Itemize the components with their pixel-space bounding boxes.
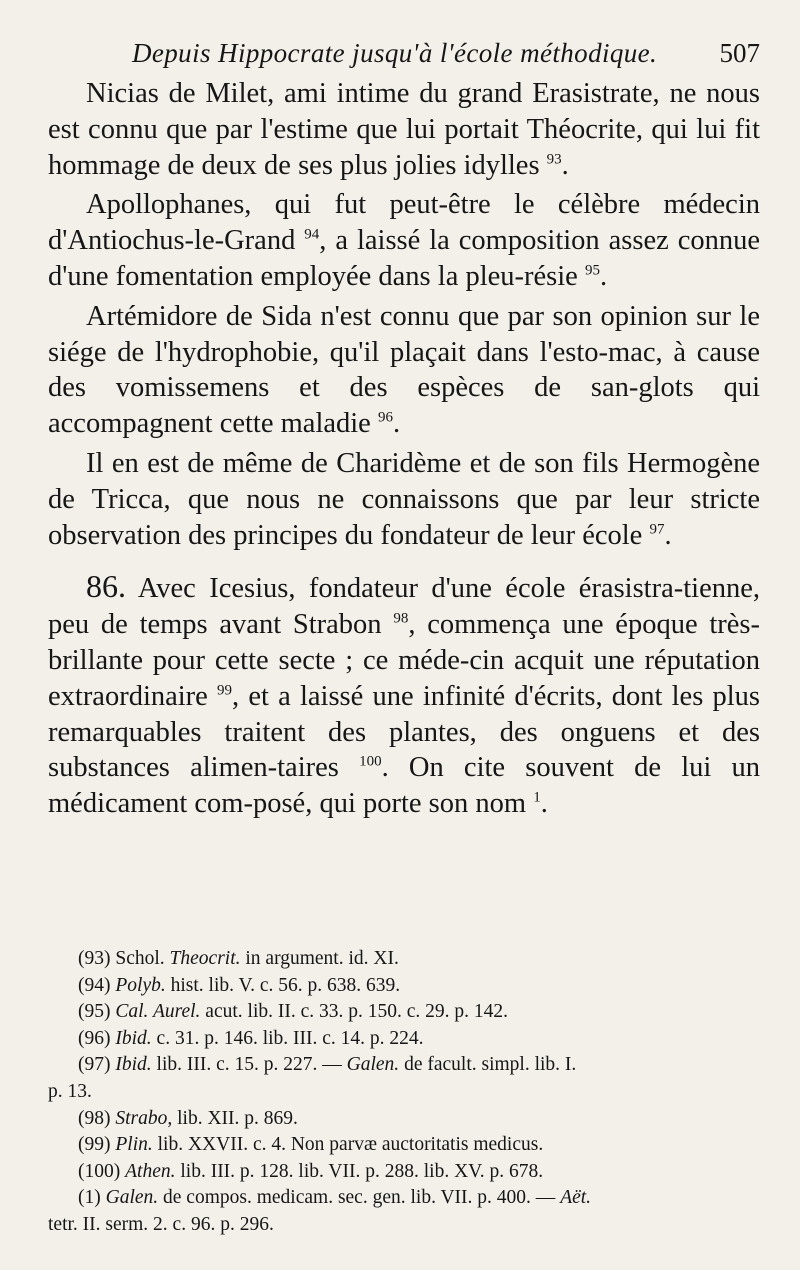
section-number: 86. — [86, 568, 126, 605]
note-ref-93: 93 — [546, 151, 562, 168]
note-ref-100: 100 — [359, 753, 382, 770]
paragraph-section-86: 86. Avec Icesius, fondateur d'une école érasistra-tienne, peu de temps avant Strabon $^{98}$, commença une époque très-brillante pour cette secte ; ce méde-cin acquit une réputation extraordinaire $^{99}$, et a laissé une infinité d'écrits, dont les plus remarquables traitent des plantes, des onguens et des substances alimen-taires $^{100}$. On cite souvent de lui un médicament com-posé, qui porte son nom $^1$. — [48, 568, 761, 820]
paragraph-charideme: Il en est de même de Charidème et de son fils Hermogène de Tricca, que nous ne connaissons que par leur stricte observation des principes du fondateur de leur école $^{97}$. — [48, 447, 760, 551]
footnote-97: (97) Ibid. lib. III. c. 15. p. 227. — Galen. de facult. simpl. lib. I. — [78, 1054, 577, 1076]
note-ref-96: 96 — [377, 409, 393, 426]
footnote-95: (95) Cal. Aurel. acut. lib. II. c. 33. p. 150. c. 29. p. 142. — [78, 1001, 509, 1023]
footnote-99: (99) Plin. lib. XXVII. c. 4. Non parvæ auctoritatis medicus. — [78, 1134, 544, 1156]
page-number: 507 — [719, 38, 760, 68]
note-ref-94: 94 — [304, 226, 320, 243]
body-text — [48, 76, 760, 826]
footnote-93: (93) Schol. Theocrit. in argument. id. XI. — [78, 948, 399, 969]
footnote-98: (98) Strabo, lib. XII. p. 869. — [78, 1107, 298, 1129]
footnote-100: (100) Athen. lib. III. p. 128. lib. VII. p. 288. lib. XV. p. 678. — [78, 1160, 544, 1182]
paragraph-artemidore: Artémidore de Sida n'est connu que par son opinion sur le siége de l'hydrophobie, qu'il plaçait dans l'esto-mac, à cause des vomissemens et des espèces de san-glots qui accompagnent cette maladie $^{96}$. — [48, 300, 760, 440]
note-ref-99: 99 — [217, 682, 233, 699]
footnote-1: (1) Galen. de compos. medicam. sec. gen. lib. VII. p. 400. — Aët. — [78, 1187, 592, 1209]
running-title: Depuis Hippocrate jusqu'à l'école méthodique. — [132, 38, 658, 68]
footnote-94: (94) Polyb. hist. lib. V. c. 56. p. 638. 639. — [78, 974, 401, 996]
footnotes — [48, 946, 760, 1239]
footnote-97-continuation: p. 13. — [48, 1080, 92, 1102]
note-ref-95: 95 — [584, 262, 600, 279]
paragraph-nicias: Nicias de Milet, ami intime du grand Erasistrate, ne nous est connu que par l'estime que lui portait Théocrite, qui lui fit hommage de deux de ses plus jolies idylles $^{93}$. — [48, 78, 760, 181]
footnote-96: (96) Ibid. c. 31. p. 146. lib. III. c. 14. p. 224. — [78, 1027, 424, 1049]
note-ref-1: 1 — [533, 789, 541, 806]
footnote-1-continuation: tetr. II. serm. 2. c. 96. p. 296. — [48, 1213, 274, 1235]
note-ref-97: 97 — [649, 521, 665, 538]
page-header — [0, 38, 800, 74]
paragraph-apollophanes: Apollophanes, qui fut peut-être le célèbre médecin d'Antiochus-le-Grand $^{94}$, a laissé la composition assez connue d'une fomentation employée dans la pleu-résie $^{95}$. — [48, 189, 760, 292]
note-ref-98: 98 — [393, 610, 409, 627]
